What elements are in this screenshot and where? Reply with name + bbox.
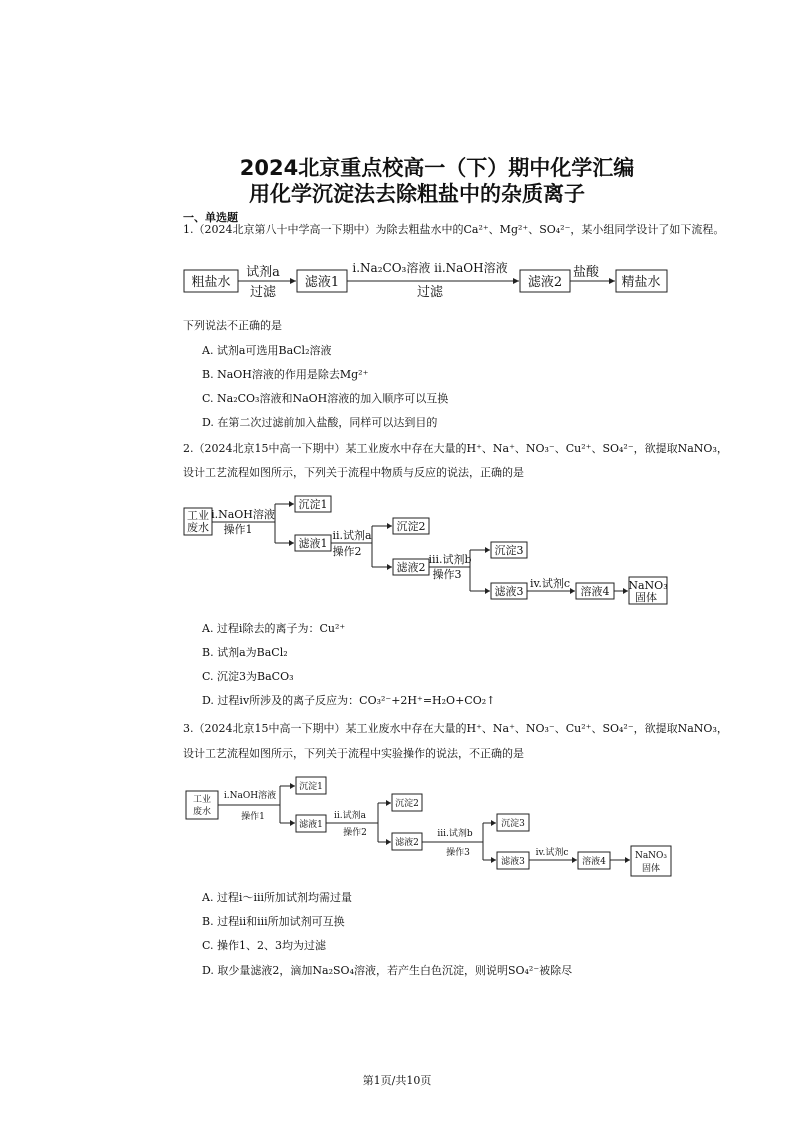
q2-filt3: 滤液3: [494, 585, 524, 598]
q3-source-l1: 工业: [192, 795, 212, 805]
q3-source-l2: 废水: [192, 807, 212, 817]
q2-stem-line-1: 2.（2024北京15中高一下期中）某工业废水中存在大量的H⁺、Na⁺、NO₃⁻、Cu²⁺、SO₄²⁻，欲提取NaNO₃，: [183, 442, 728, 455]
q3-ppt3: 沉淀3: [501, 819, 525, 829]
q3-filt3: 滤液3: [501, 857, 525, 867]
q2-step3-op: 操作3: [432, 568, 462, 581]
page-footer: 第1页/共10页: [362, 1074, 432, 1087]
q1-option-b: B. NaOH溶液的作用是除去Mg²⁺: [202, 368, 369, 381]
q2-stem-line-2: 设计工艺流程如图所示，下列关于流程中物质与反应的说法，正确的是: [183, 466, 524, 479]
q3-stem-line-1: 3.（2024北京15中高一下期中）某工业废水中存在大量的H⁺、Na⁺、NO₃⁻、Cu²⁺、SO₄²⁻，欲提取NaNO₃，: [183, 722, 728, 735]
q3-step2-reagent: ii.试剂a: [334, 811, 366, 821]
q3-product-l2: 固体: [641, 864, 661, 874]
q3-filt1: 滤液1: [299, 820, 323, 830]
q2-filt1: 滤液1: [298, 537, 328, 550]
q3-option-b: B. 过程ii和iii所加试剂可互换: [202, 915, 345, 928]
q2-step2-reagent: ii.试剂a: [332, 529, 372, 542]
q2-flow-diagram: [184, 496, 668, 604]
q2-ppt2: 沉淀2: [396, 520, 426, 533]
q2-option-d: D. 过程iv所涉及的离子反应为：CO₃²⁻+2H⁺=H₂O+CO₂↑: [202, 694, 496, 707]
q3-product-l1: NaNO₃: [634, 851, 668, 861]
q2-step2-op: 操作2: [332, 545, 362, 558]
q3-step3-reagent: iii.试剂b: [437, 829, 473, 839]
q2-ppt3: 沉淀3: [494, 544, 524, 557]
title-line-1: 2024北京重点校高一（下）期中化学汇编: [239, 156, 635, 180]
q2-filt2: 滤液2: [396, 561, 426, 574]
q1-arrow1-reagent: 试剂a: [246, 265, 280, 280]
q1-arrow2-reagents: i.Na₂CO₃溶液 ii.NaOH溶液: [352, 261, 508, 275]
q2-step3-reagent: iii.试剂b: [428, 553, 472, 566]
q1-option-d: D. 在第二次过滤前加入盐酸，同样可以达到目的: [202, 416, 438, 429]
q2-step4-reagent: iv.试剂c: [529, 577, 571, 590]
q1-arrow3-reagent: 盐酸: [572, 265, 600, 280]
q2-option-b: B. 试剂a为BaCl₂: [202, 646, 288, 659]
q3-flow-diagram: [186, 777, 671, 876]
q2-source-l1: 工业: [187, 509, 209, 522]
q2-sol4: 溶液4: [580, 585, 610, 598]
q3-step2-op: 操作2: [343, 828, 367, 838]
section-heading: 一、单选题: [183, 211, 238, 224]
q3-step1-reagent: i.NaOH溶液: [223, 791, 277, 801]
q1-option-a: A. 试剂a可选用BaCl₂溶液: [202, 344, 332, 357]
q2-step1-reagent: i.NaOH溶液: [211, 508, 275, 521]
q3-stem-line-2: 设计工艺流程如图所示，下列关于流程中实验操作的说法，不正确的是: [183, 747, 524, 760]
q3-option-d: D. 取少量滤液2，滴加Na₂SO₄溶液，若产生白色沉淀，则说明SO₄²⁻被除尽: [202, 964, 573, 977]
q1-ask: 下列说法不正确的是: [183, 319, 282, 332]
q2-step1-op: 操作1: [223, 523, 253, 536]
q1-box-filtrate2-label: 滤液2: [527, 275, 563, 290]
q1-arrow2-op: 过滤: [416, 285, 444, 300]
q3-ppt1: 沉淀1: [299, 782, 323, 792]
q1-box-fine-brine-label: 精盐水: [621, 275, 661, 290]
q2-ppt1: 沉淀1: [298, 498, 328, 511]
q1-flow-diagram: [184, 260, 667, 300]
q2-product-l2: 固体: [635, 591, 657, 604]
q3-step3-op: 操作3: [446, 848, 470, 858]
q3-ppt2: 沉淀2: [395, 799, 419, 809]
q3-sol4: 溶液4: [582, 857, 606, 867]
q1-arrow1-op: 过滤: [249, 285, 277, 300]
q1-stem: 1.（2024北京第八十中学高一下期中）为除去粗盐水中的Ca²⁺、Mg²⁺、SO₄²⁻，某小组同学设计了如下流程。: [183, 223, 725, 236]
q3-step4-reagent: iv.试剂c: [535, 848, 569, 858]
q3-step1-op: 操作1: [241, 812, 265, 822]
q2-option-a: A. 过程i除去的离子为：Cu²⁺: [202, 622, 346, 635]
q1-box-filtrate1-label: 滤液1: [304, 275, 340, 290]
q2-option-c: C. 沉淀3为BaCO₃: [202, 670, 294, 683]
q1-option-c: C. Na₂CO₃溶液和NaOH溶液的加入顺序可以互换: [202, 392, 449, 405]
q3-option-c: C. 操作1、2、3均为过滤: [202, 939, 327, 952]
q2-product-l1: NaNO₃: [628, 579, 668, 592]
q3-filt2: 滤液2: [395, 838, 419, 848]
q2-source-l2: 废水: [187, 521, 209, 534]
q3-option-a: A. 过程i～iii所加试剂均需过量: [202, 891, 353, 904]
title-line-2: 用化学沉淀法去除粗盐中的杂质离子: [249, 182, 585, 206]
q1-box-crude-brine-label: 粗盐水: [191, 275, 231, 290]
